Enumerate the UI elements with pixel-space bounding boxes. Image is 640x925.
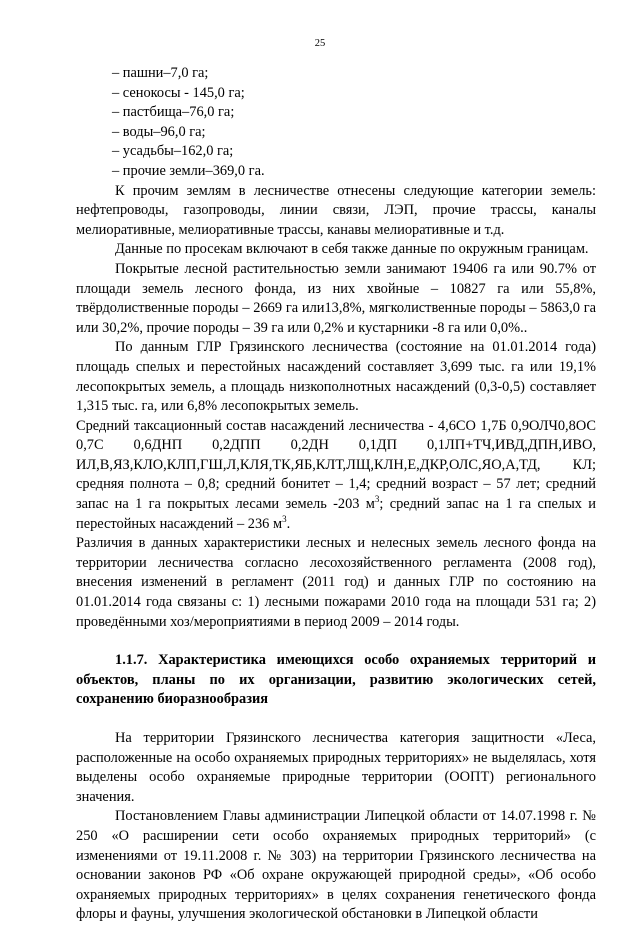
list-item: – сенокосы - 145,0 га;	[112, 84, 245, 101]
superscript: 3	[374, 494, 380, 505]
page-number: 25	[314, 38, 326, 49]
paragraph-glr-data: По данным ГЛР Грязинского лесничества (состояние на 01.01.2014 года) площадь спелых и перестойных насаждений составляет 3,699 тыс. га или 19,1% лесопокрытых земель, а площадь низкополнотных насаждений (0,3-0,5) составляет 1,315 тыс. га, или 6,8% лесопокрытых земель.	[76, 339, 596, 415]
paragraph-taxation	[76, 417, 596, 535]
page-content	[76, 64, 596, 925]
list-item: – пашни–7,0 га;	[112, 65, 209, 81]
taxation-text: .	[286, 515, 291, 532]
paragraph-decree: Постановлением Главы администрации Липецкой области от 14.07.1998 г. № 250 «О расширении сети особо охраняемых природных территорий» (с изменениями от 19.11.2008 г. № 303) на территории Грязинского лесничества на основании законов РФ «Об охране окружающей природной среды», «Об особо охраняемых природных территориях» в целях сохранения генетического фонда флоры и фауны, улучшения экологической обстановки в Липецкой области	[76, 808, 596, 923]
paragraph-covered-lands: Покрытые лесной растительностью земли занимают 19406 га или 90.7% от площади земель лесного фонда, из них хвойные – 10827 га или 55,8%, твёрдолиственные породы – 2669 га или13,8%, мягколиственные породы – 5863,0 га или 30,2%, прочие породы – 39 га или 0,2% и кустарники -8 га или 0,0%..	[76, 260, 596, 336]
land-list	[76, 64, 596, 182]
taxation-text: ; средний запас на 1 га спелых и перестойных насаждений – 236 м	[76, 496, 596, 532]
list-item: – усадьбы–162,0 га;	[112, 143, 234, 160]
taxation-text: Средний таксационный состав насаждений лесничества - 4,6СО 1,7Б 0,9ОЛЧ0,8ОС 0,7С 0,6ДНП 0,2ДПП 0,2ДН 0,1ДП 0,1ЛП+ТЧ,ИВД,ДПН,ИВО, ИЛ,В,ЯЗ,КЛО,КЛП,ГШ,Л,КЛЯ,ТК,ЯБ,КЛТ,ЛЩ,КЛН,Е,ДКР,ОЛС,ЯО,А,ТД, КЛ; средняя полнота – 0,8; средний бонитет – 1,4; средний возраст – 57 лет; средний запас на 1 га покрытых лесами земель -203 м	[76, 417, 596, 513]
paragraph-protection-category: На территории Грязинского лесничества категория защитности «Леса, расположенные на особо охраняемых природных территориях» не выделялась, хотя выделены особо охраняемые природные территории (ООПТ) регионального значения.	[76, 730, 596, 805]
superscript: 3	[282, 513, 287, 524]
section-heading: 1.1.7. Характеристика имеющихся особо охраняемых территорий и объектов, планы по их организации, развитию экологических сетей, сохранению биоразнообразия	[76, 652, 596, 708]
paragraph-other-lands: К прочим землям в лесничестве отнесены следующие категории земель: нефтепроводы, газопроводы, линии связи, ЛЭП, прочие трассы, каналы мелиоративные, мелиоративные трассы, канавы мелиоративные и т.д.	[76, 182, 596, 238]
list-item: – воды–96,0 га;	[112, 123, 206, 140]
list-item: – пастбища–76,0 га;	[112, 104, 235, 121]
list-item: – прочие земли–369,0 га.	[112, 162, 265, 179]
paragraph-differences: Различия в данных характеристики лесных и нелесных земель лесного фонда на территории лесничества согласно лесохозяйственного регламента (2008 год), внесения изменений в регламент (2011 год) и данных ГЛР по состоянию на 01.01.2014 года связаны с: 1) лесными пожарами 2010 года на площади 531 га; 2) проведёнными хоз/мероприятиями в период 2009 – 2014 годы.	[76, 535, 596, 630]
paragraph-clearings: Данные по просекам включают в себя также данные по окружным границам.	[115, 241, 589, 258]
